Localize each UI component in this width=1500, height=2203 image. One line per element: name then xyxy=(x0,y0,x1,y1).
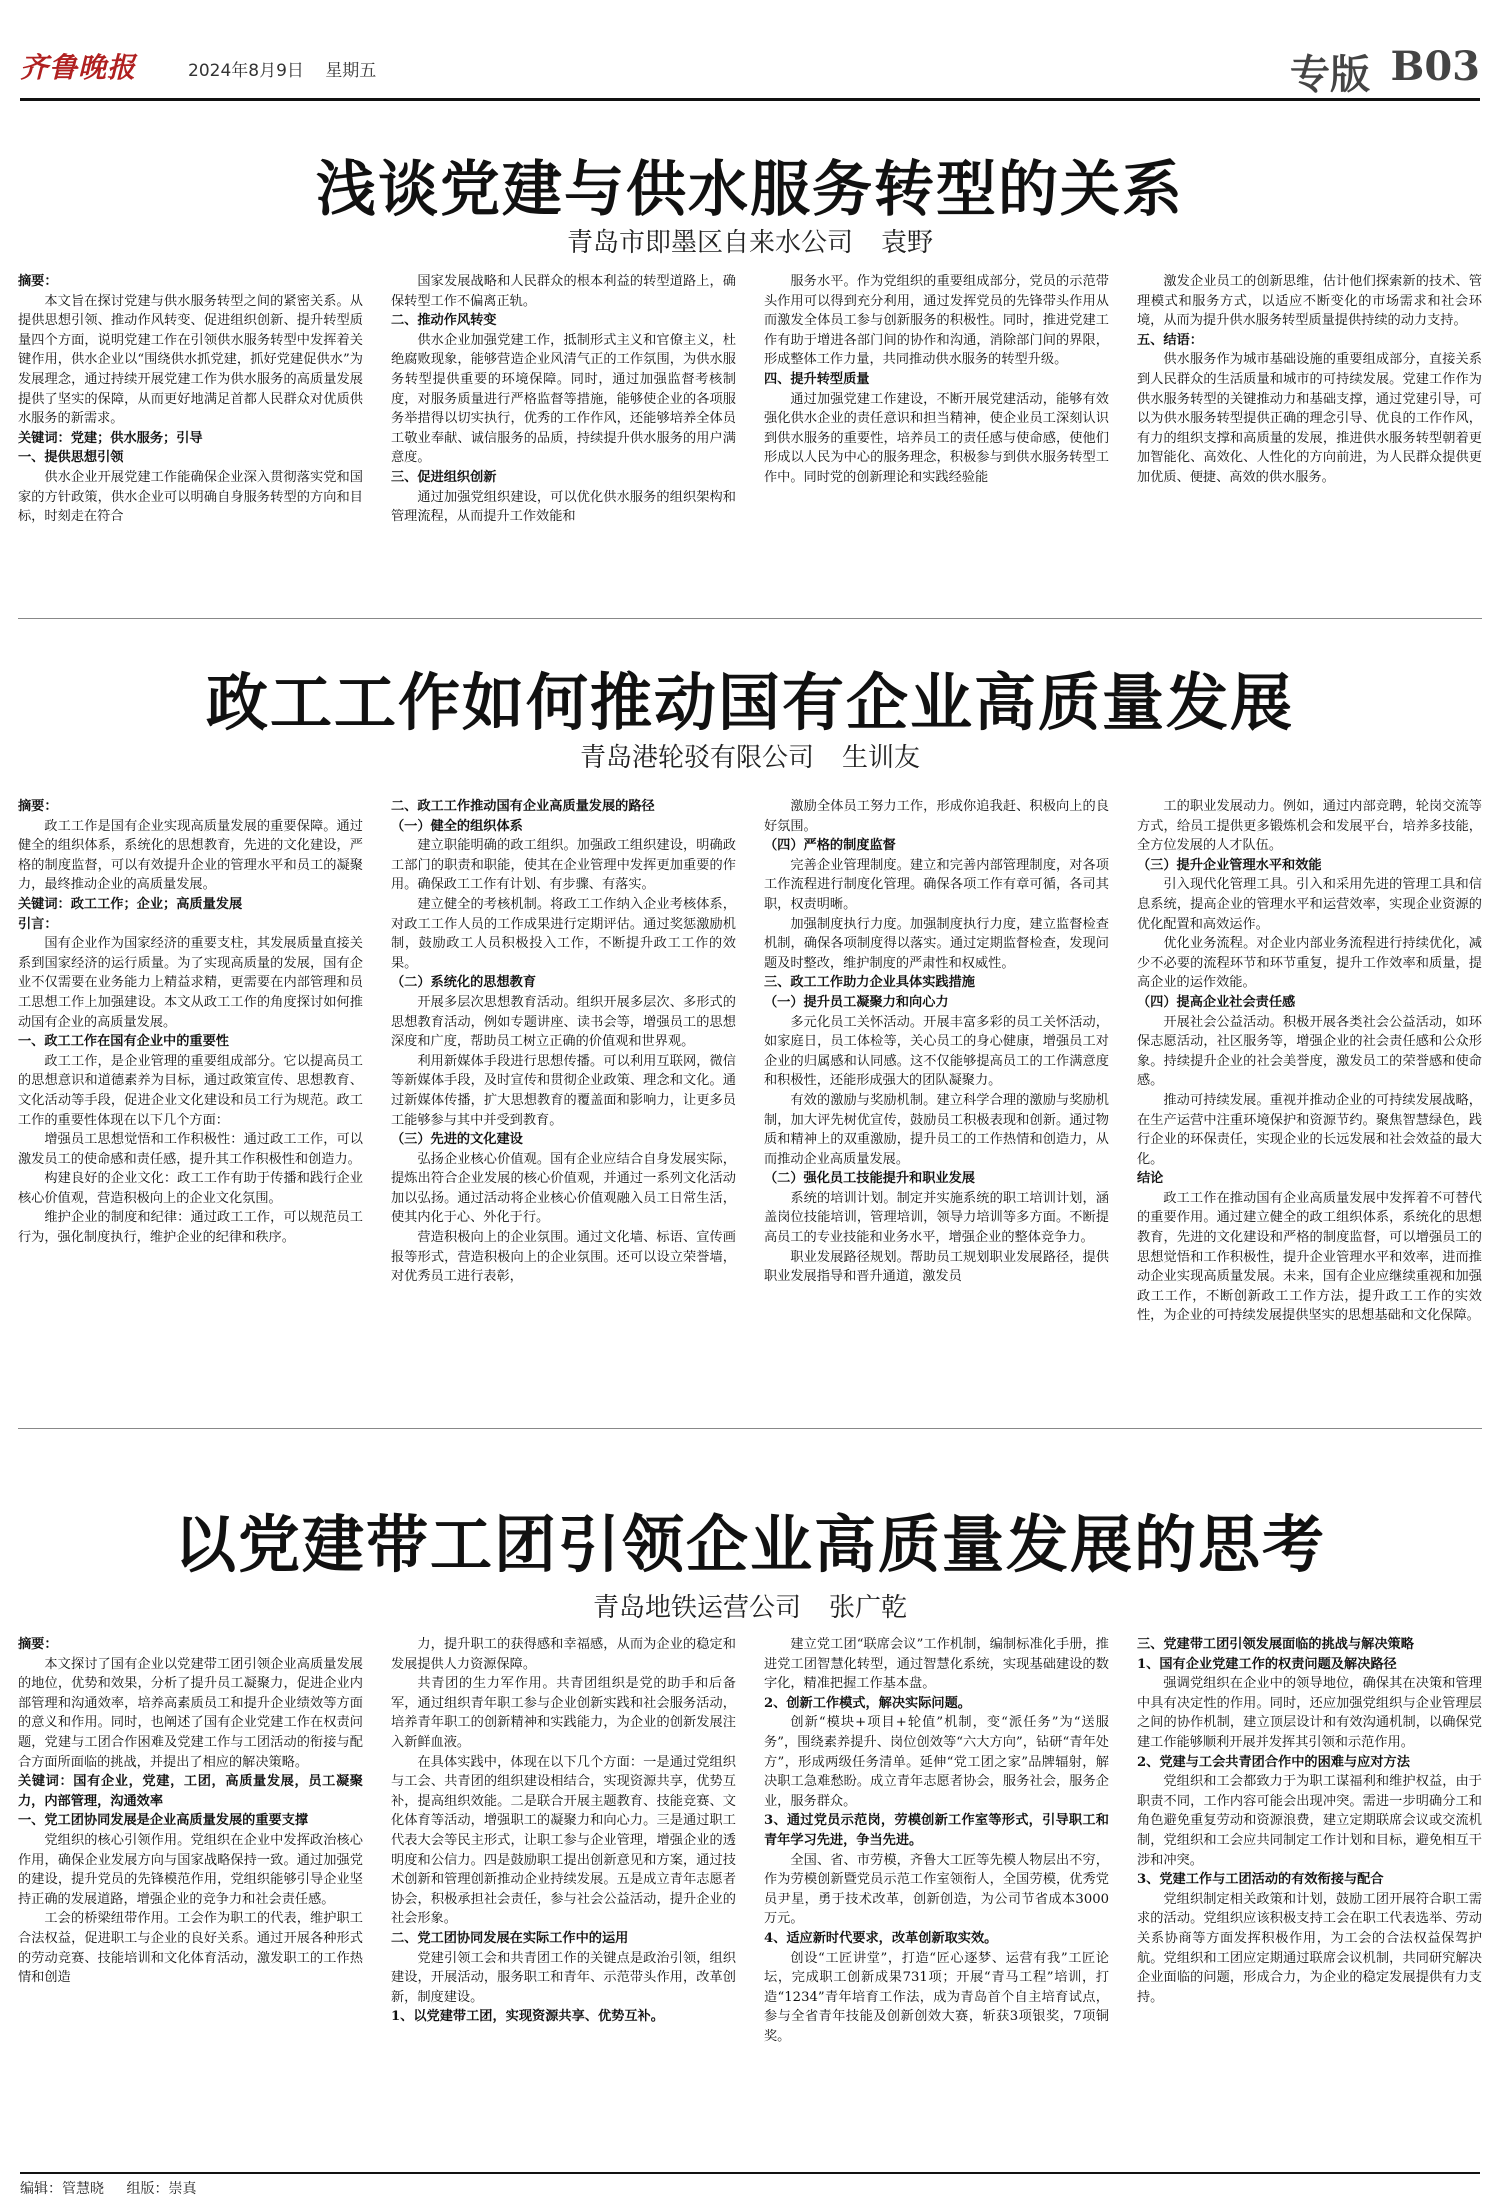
subheading: 三、政工工作助力企业具体实践措施 xyxy=(764,975,975,991)
section-label: 专版 xyxy=(1290,51,1370,98)
paragraph: 建立职能明确的政工组织。加强政工组织建设，明确政工部门的职责和职能，使其在企业管理中发挥更加重要的作用。确保政工工作有计划、有步骤、有落实。 xyxy=(391,838,736,893)
article-2 xyxy=(18,625,1482,1425)
subheading: 2、创新工作模式，解决实际问题。 xyxy=(764,1695,971,1711)
subheading: 三、促进组织创新 xyxy=(391,469,497,485)
article-2-col-2 xyxy=(391,797,736,1419)
section-divider xyxy=(18,1428,1482,1429)
label: 摘要： xyxy=(18,1637,58,1652)
paragraph: 加强制度执行力度。加强制度执行力度，建立监督检查机制，确保各项制度得以落实。通过定期监督检查，发现问题及时整改，维护制度的严肃性和权威性。 xyxy=(764,916,1109,971)
subheading: 1、以党建带工团，实现资源共享、优势互补。 xyxy=(391,2009,664,2025)
subheading: 一、提供思想引领 xyxy=(18,450,124,466)
weekday-text: 星期五 xyxy=(325,61,377,81)
article-3-col-1 xyxy=(18,1635,363,2165)
paragraph: 优化业务流程。对企业内部业务流程进行持续优化，减少不必要的流程环节和环节重复，提升工作效率和质量，提高企业的运作效能。 xyxy=(1137,936,1482,991)
label: 摘要： xyxy=(18,274,58,289)
subheading: 四、提升转型质量 xyxy=(764,371,870,387)
paragraph: 本文探讨了国有企业以党建带工团引领企业高质量发展的地位，优势和效果，分析了提升员工凝聚力，促进企业内部管理和沟通效率，培养高素质员工和提升企业绩效等方面的意义和作用。同时，也阐述了国有企业党建工作在权责问题，党建与工团合作困难及党建工作与工团活动的衔接与配合方面所面临的挑战，并提出了相应的解决策略。 xyxy=(18,1656,363,1770)
paragraph: 开展社会公益活动。积极开展各类社会公益活动，如环保志愿活动，社区服务等，增强企业的社会责任感和公众形象。持续提升企业的社会美誉度，激发员工的荣誉感和使命感。 xyxy=(1137,1014,1482,1089)
paragraph: 供水服务作为城市基础设施的重要组成部分，直接关系到人民群众的生活质量和城市的可持续发展。党建工作作为供水服务转型的关键推动力和基础支撑，通过党建引导，可以为供水服务转型提供正确的理念引导、优良的工作作风，有力的组织支撑和高质量的发展，推进供水服务转型朝着更加智能化、高效化、人性化的方向前进，为人民群众提供更加优质、便捷、高效的供水服务。 xyxy=(1137,352,1482,485)
subheading: 3、通过党员示范岗，劳模创新工作室等形式，引导职工和青年学习先进，争当先进。 xyxy=(764,1813,1109,1848)
paragraph: 本文旨在探讨党建与供水服务转型之间的紧密关系。从提供思想引领、推动作风转变、促进组织创新、提升转型质量四个方面，说明党建工作在引领供水服务转型中发挥着关键作用，供水企业以“围绕供水抓党建，抓好党建促供水”为发展理念，通过持续开展党建工作为供水服务的高质量发展提供了坚实的保障，从而更好地满足首都人民群众对优质供水服务的新需求。 xyxy=(18,293,363,427)
article-1-col-4 xyxy=(1137,272,1482,604)
subheading: 五、结语： xyxy=(1137,332,1203,348)
article-2-author: 生训友 xyxy=(842,743,921,773)
paragraph: 党组织的核心引领作用。党组织在企业中发挥政治核心作用，确保企业发展方向与国家战略保持一致。通过加强党的建设，提升党员的先锋模范作用，党组织能够引导企业坚持正确的发展道路，增强企业的竞争力和社会责任感。 xyxy=(18,1832,363,1907)
paragraph: 引入现代化管理工具。引入和采用先进的管理工具和信息系统，提高企业的管理水平和运营效率，实现企业资源的优化配置和高效运作。 xyxy=(1137,877,1482,932)
subheading: 二、政工工作推动国有企业高质量发展的路径 xyxy=(391,799,655,814)
page-number: B03 xyxy=(1390,43,1480,90)
paragraph: 党组织制定相关政策和计划，鼓励工团开展符合职工需求的活动。党组织应该积极支持工会在职工代表选举、劳动关系协商等方面发挥积极作用，为工会的合法权益保驾护航。党组织和工团应定期通过联席会议机制，共同研究解决企业面临的问题，形成合力，为企业的稳定发展提供有力支持。 xyxy=(1137,1891,1482,2005)
subheading: 1、国有企业党建工作的权责问题及解决路径 xyxy=(1137,1656,1397,1672)
subheading: （二）系统化的思想教育 xyxy=(391,975,537,991)
keywords: 关键词：政工工作；企业；高质量发展 xyxy=(18,896,243,912)
article-1-author: 袁野 xyxy=(881,228,934,258)
article-1 xyxy=(18,100,1482,615)
subheading: （三）先进的文化建设 xyxy=(391,1132,523,1148)
paragraph: 开展多层次思想教育活动。组织开展多层次、多形式的思想教育活动，例如专题讲座、读书会等，增强员工的思想深度和广度，帮助员工树立正确的价值观和世界观。 xyxy=(391,994,736,1050)
article-1-org: 青岛市即墨区自来水公司 xyxy=(566,228,853,258)
paragraph: 创新“模块+项目+轮值”机制，变“派任务”为“送服务”，围绕素养提升、岗位创效等“六大方向”，钻研“青年处方”，形成两级任务清单。延伸“党工团之家”品牌辐射，解决职工急难愁盼。成立青年志愿者协会，服务社会，服务企业，服务群众。 xyxy=(764,1715,1109,1809)
subheading: （一）提升员工凝聚力和向心力 xyxy=(764,994,949,1010)
paragraph: 国家发展战略和人民群众的根本利益的转型道路上，确保转型工作不偏离正轨。 xyxy=(391,274,736,309)
keywords: 关键词：国有企业，党建，工团，高质量发展，员工凝聚力，内部管理，沟通效率 xyxy=(18,1774,363,1809)
paragraph: 弘扬企业核心价值观。国有企业应结合自身发展实际，提炼出符合企业发展的核心价值观，并通过一系列文化活动加以弘扬。通过活动将企业核心价值观融入员工日常生活，使其内化于心、外化于行。 xyxy=(391,1151,736,1226)
paragraph: 系统的培训计划。制定并实施系统的职工培训计划，涵盖岗位技能培训，管理培训，领导力培训等多方面。不断提高员工的专业技能和业务水平，增强企业的整体竞争力。 xyxy=(764,1190,1109,1246)
article-3 xyxy=(18,1435,1482,2170)
paragraph: 服务水平。作为党组织的重要组成部分，党员的示范带头作用可以得到充分利用，通过发挥党员的先锋带头作用从而激发全体员工参与创新服务的积极性。同时，推进党建工作有助于增进各部门间的协作和沟通，消除部门间的界限，形成整体工作力量，共同推动供水服务的转型升级。 xyxy=(764,274,1109,368)
article-1-byline xyxy=(18,222,1482,259)
article-3-org: 青岛地铁运营公司 xyxy=(592,1593,801,1623)
subheading: （二）强化员工技能提升和职业发展 xyxy=(764,1171,975,1187)
paragraph: 多元化员工关怀活动。开展丰富多彩的员工关怀活动，如家庭日，员工体检等，关心员工的身心健康，增强员工对企业的归属感和认同感。这不仅能够提高员工的工作满意度和积极性，还能形成强大的团队凝聚力。 xyxy=(764,1014,1109,1089)
article-1-col-3 xyxy=(764,272,1109,604)
paragraph: 激励全体员工努力工作，形成你追我赶、积极向上的良好氛围。 xyxy=(764,799,1109,834)
paragraph: 营造积极向上的企业氛围。通过文化墙、标语、宣传画报等形式，营造积极向上的企业氛围。还可以设立荣誉墙，对优秀员工进行表彰， xyxy=(391,1230,736,1285)
article-1-title: 浅谈党建与供水服务转型的关系 xyxy=(316,155,1184,225)
subheading: 二、推动作风转变 xyxy=(391,313,497,329)
article-3-byline xyxy=(18,1587,1482,1624)
subheading: （一）健全的组织体系 xyxy=(391,818,523,834)
paragraph: 通过加强党建工作建设，不断开展党建活动，能够有效强化供水企业的责任意识和担当精神，使企业员工深刻认识到供水服务的重要性，培养员工的责任感与使命感，使他们形成以人民为中心的服务理念，积极参与到供水服务转型工作中。同时党的创新理论和实践经验能 xyxy=(764,391,1109,485)
paragraph: 推动可持续发展。重视并推动企业的可持续发展战略，在生产运营中注重环境保护和资源节约。聚焦智慧绿色，践行企业的环保责任，实现企业的长远发展和社会效益的最大化。 xyxy=(1137,1092,1482,1167)
paragraph: 全国、省、市劳模，齐鲁大工匠等先模人物层出不穷，作为劳模创新暨党员示范工作室领衔人，全国劳模，优秀党员尹星，勇于技术改革，创新创造，为公司节省成本3000万元。 xyxy=(764,1852,1109,1927)
subheading: 2、党建与工会共青团合作中的困难与应对方法 xyxy=(1137,1754,1410,1770)
subheading: 一、党工团协同发展是企业高质量发展的重要支撑 xyxy=(18,1813,309,1829)
paragraph: 工会的桥梁纽带作用。工会作为职工的代表，维护职工合法权益，促进职工与企业的良好关系。通过开展各种形式的劳动竞赛、技能培训和文化体育活动，激发职工的工作热情和创造 xyxy=(18,1911,363,1986)
paragraph: 党建引领工会和共青团工作的关键点是政治引领，组织建设，开展活动，服务职工和青年、示范带头作用，改革创新，制度建设。 xyxy=(391,1950,736,2005)
article-3-col-2 xyxy=(391,1635,736,2165)
page-footer xyxy=(20,2172,1480,2202)
paragraph: 在具体实践中，体现在以下几个方面：一是通过党组织与工会、共青团的组织建设相结合，实现资源共享，优势互补，提高组织效能。二是联合开展主题教育、技能竞赛、文化体育等活动，增强职工的凝聚力和向心力。三是通过职工代表大会等民主形式，让职工参与企业管理，增强企业的透明度和公信力。四是鼓励职工提出创新意见和方案，通过技术创新和管理创新推动企业持续发展。五是成立青年志愿者协会，积极承担社会责任，参与社会公益活动，提升企业的社会形象。 xyxy=(391,1754,736,1927)
masthead xyxy=(20,38,1480,101)
section-divider xyxy=(18,618,1482,619)
article-2-title: 政工工作如何推动国有企业高质量发展 xyxy=(205,666,1294,739)
paragraph: 国有企业作为国家经济的重要支柱，其发展质量直接关系到国家经济的运行质量。为了实现高质量的发展，国有企业不仅需要在业务能力上精益求精，更需要在内部管理和员工思想工作上加强建设。本文从政工工作的角度探讨如何推动国有企业的高质量发展。 xyxy=(18,936,363,1030)
paragraph: 创设“工匠讲堂”，打造“匠心逐梦、运营有我”工匠论坛，完成职工创新成果731项；开展“青马工程”培训，打造“1234”青年培育工作法，成为青岛首个自主培育试点，参与全省青年技能及创新创效大赛，斩获3项银奖，7项铜奖。 xyxy=(764,1950,1109,2044)
article-1-col-1 xyxy=(18,272,363,604)
paragraph: 职业发展路径规划。帮助员工规划职业发展路径，提供职业发展指导和晋升通道，激发员 xyxy=(764,1249,1109,1285)
layout-credit: 组版：崇真 xyxy=(126,2181,197,2197)
paragraph: 政工工作，是企业管理的重要组成部分。它以提高员工的思想意识和道德素养为目标，通过政策宣传、思想教育、文化活动等手段，促进企业文化建设和员工行为规范。政工工作的重要性体现在以下几个方面： xyxy=(18,1053,363,1128)
subheading: 一、政工工作在国有企业中的重要性 xyxy=(18,1034,229,1050)
paragraph: 工的职业发展动力。例如，通过内部竞聘，轮岗交流等方式，给员工提供更多锻炼机会和发展平台，培养多技能，全方位发展的人才队伍。 xyxy=(1137,799,1482,854)
article-2-col-4 xyxy=(1137,797,1482,1419)
paragraph: 维护企业的制度和纪律：通过政工工作，可以规范员工行为，强化制度执行，维护企业的纪律和秩序。 xyxy=(18,1210,363,1246)
issue-date xyxy=(188,56,376,81)
subheading: 3、党建工作与工团活动的有效衔接与配合 xyxy=(1137,1872,1384,1888)
newspaper-logo: 齐鲁晚报 xyxy=(20,51,137,84)
paragraph: 增强员工思想觉悟和工作积极性：通过政工工作，可以激发员工的使命感和责任感，提升其工作积极性和创造力。 xyxy=(18,1132,363,1167)
paragraph: 强调党组织在企业中的领导地位，确保其在决策和管理中具有决定性的作用。同时，还应加强党组织与企业管理层之间的协作机制，建立顶层设计和有效沟通机制，以确保党建工作能够顺利开展并发挥其引领和示范作用。 xyxy=(1137,1676,1482,1750)
paragraph: 供水企业开展党建工作能确保企业深入贯彻落实党和国家的方针政策，供水企业可以明确自身服务转型的方向和目标，时刻走在符合 xyxy=(18,469,363,525)
label: 摘要： xyxy=(18,799,58,814)
paragraph: 通过加强党组织建设，可以优化供水服务的组织架构和管理流程，从而提升工作效能和 xyxy=(391,489,736,525)
paragraph: 构建良好的企业文化：政工工作有助于传播和践行企业核心价值观，营造积极向上的企业文化氛围。 xyxy=(18,1171,363,1206)
subheading: （四）严格的制度监督 xyxy=(764,838,896,854)
paragraph: 利用新媒体手段进行思想传播。可以利用互联网，微信等新媒体手段，及时宣传和贯彻企业政策、理念和文化。通过新媒体传播，扩大思想教育的覆盖面和影响力，让更多员工能够参与其中并受到教育。 xyxy=(391,1053,736,1128)
paragraph: 供水企业加强党建工作，抵制形式主义和官僚主义，杜绝腐败现象，能够营造企业风清气正的工作氛围，为供水服务转型提供重要的环境保障。同时，通过加强监督考核制度，对服务质量进行严格监督等措施，能够使企业的各项服务举措得以切实执行，优秀的工作作风，还能够培养全体员工敬业奉献、诚信服务的品质，持续提升供水服务的用户满意度。 xyxy=(391,332,736,466)
label: 引言： xyxy=(18,916,58,932)
paragraph: 政工工作是国有企业实现高质量发展的重要保障。通过健全的组织体系，系统化的思想教育，先进的文化建设，严格的制度监督，可以有效提升企业的管理水平和员工的凝聚力，最终推动企业的高质量发展。 xyxy=(18,818,363,893)
subheading: （四）提高企业社会责任感 xyxy=(1137,994,1296,1010)
article-2-body xyxy=(18,797,1482,1419)
subheading: 三、党建带工团引领发展面临的挑战与解决策略 xyxy=(1137,1637,1414,1652)
article-3-title: 以党建带工团引领企业高质量发展的思考 xyxy=(173,1508,1326,1581)
paragraph: 共青团的生力军作用。共青团组织是党的助手和后备军，通过组织青年职工参与企业创新实践和社会服务活动，培养青年职工的创新精神和实践能力，为企业的创新发展注入新鲜血液。 xyxy=(391,1676,736,1750)
article-2-org: 青岛港轮驳有限公司 xyxy=(579,743,814,773)
editor-credit: 编辑：管慧晓 xyxy=(20,2181,104,2197)
paragraph: 完善企业管理制度。建立和完善内部管理制度，对各项工作流程进行制度化管理。确保各项工作有章可循，各司其职，权责明晰。 xyxy=(764,857,1109,912)
paragraph: 建立党工团“联席会议”工作机制，编制标准化手册，推进党工团智慧化转型，通过智慧化系统，实现基础建设的数字化，精准把握工作基本盘。 xyxy=(764,1637,1109,1692)
paragraph: 党组织和工会都致力于为职工谋福利和维护权益，由于职责不同，工作内容可能会出现冲突。需进一步明确分工和角色避免重复劳动和资源浪费，建立定期联席会议或交流机制，党组织和工会应共同制定工作计划和目标，避免相互干涉和冲突。 xyxy=(1137,1774,1482,1868)
paragraph: 激发企业员工的创新思维，估计他们探索新的技术、管理模式和服务方式，以适应不断变化的市场需求和社会环境，从而为提升供水服务转型质量提供持续的动力支持。 xyxy=(1137,274,1482,329)
subheading: （三）提升企业管理水平和效能 xyxy=(1137,857,1322,873)
paragraph: 政工工作在推动国有企业高质量发展中发挥着不可替代的重要作用。通过建立健全的政工组织体系，系统化的思想教育，先进的文化建设和严格的制度监督，可以增强员工的思想觉悟和工作积极性，提升企业管理水平和效率，进而推动企业实现高质量发展。未来，国有企业应继续重视和加强政工工作，不断创新政工工作方法，提升政工工作的实效性，为企业的可持续发展提供坚实的思想基础和文化保障。 xyxy=(1137,1190,1482,1324)
subheading: 结论 xyxy=(1137,1171,1164,1187)
subheading: 4、适应新时代要求，改革创新取实效。 xyxy=(764,1930,998,1946)
paragraph: 有效的激励与奖励机制。建立科学合理的激励与奖励机制，加大评先树优宣传，鼓励员工积极表现和创新。通过物质和精神上的双重激励，提升员工的工作热情和创造力，从而推动企业高质量发展。 xyxy=(764,1092,1109,1167)
keywords: 关键词：党建；供水服务；引导 xyxy=(18,430,203,446)
article-1-body xyxy=(18,272,1482,604)
article-1-col-2 xyxy=(391,272,736,604)
article-3-author: 张广乾 xyxy=(829,1593,908,1623)
article-2-col-1 xyxy=(18,797,363,1419)
article-3-col-4 xyxy=(1137,1635,1482,2165)
date-text: 2024年8月9日 xyxy=(188,61,304,81)
article-2-col-3 xyxy=(764,797,1109,1419)
article-3-body xyxy=(18,1635,1482,2165)
article-2-byline xyxy=(18,737,1482,774)
paragraph: 建立健全的考核机制。将政工工作纳入企业考核体系，对政工工作人员的工作成果进行定期评估。通过奖惩激励机制，鼓励政工人员积极投入工作，不断提升政工工作的效果。 xyxy=(391,896,736,971)
subheading: 二、党工团协同发展在实际工作中的运用 xyxy=(391,1930,629,1946)
paragraph: 力，提升职工的获得感和幸福感，从而为企业的稳定和发展提供人力资源保障。 xyxy=(391,1637,736,1672)
article-3-col-3 xyxy=(764,1635,1109,2165)
